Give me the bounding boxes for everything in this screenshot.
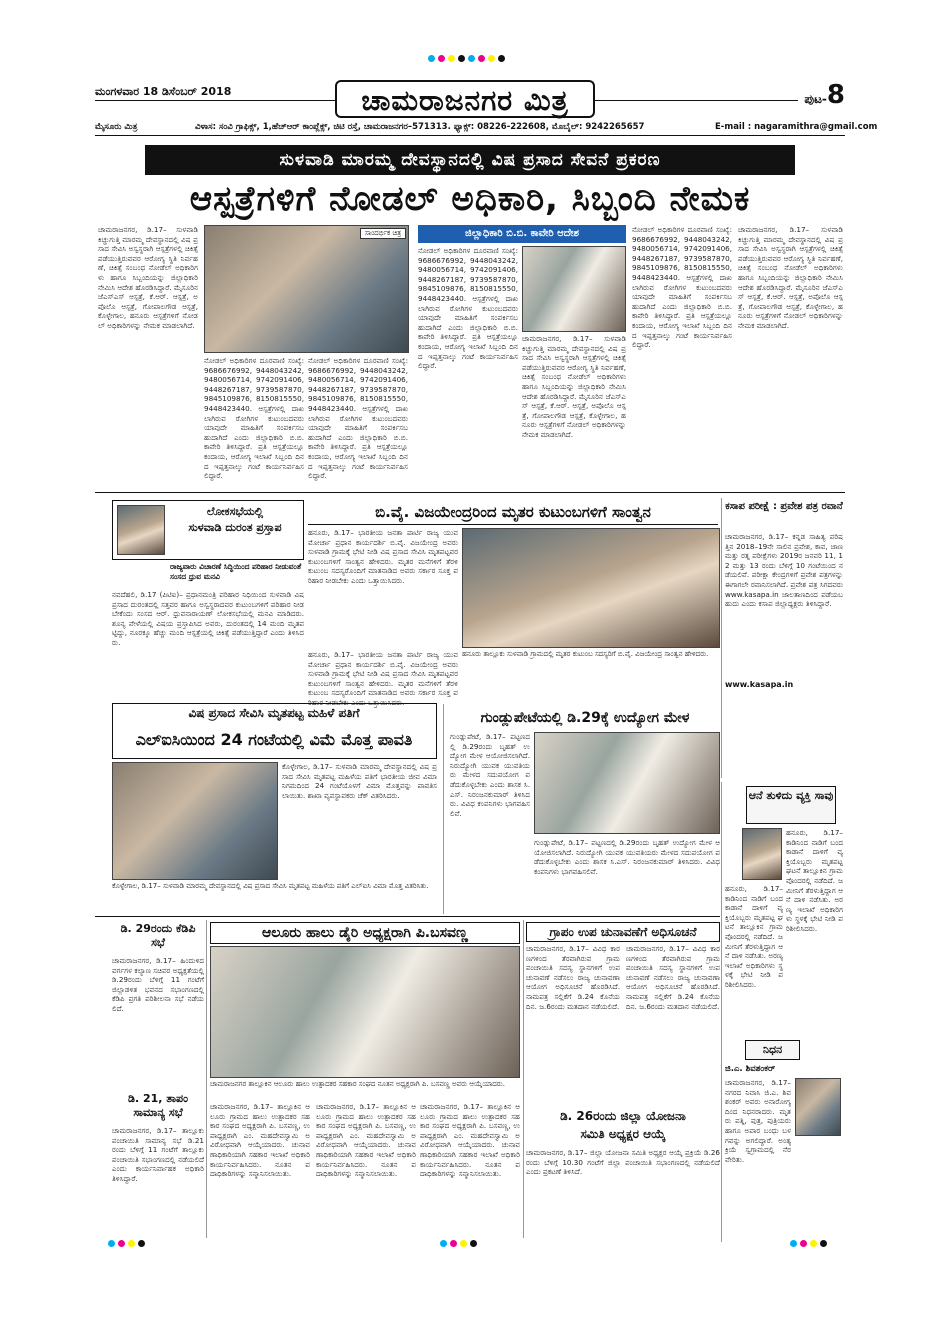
nidhana-photo: [795, 1078, 841, 1136]
kasapa-body: ಚಾಮರಾಜನಗರ, ಡಿ.17– ಕನ್ನಡ ಸಾಹಿತ್ಯ ಪರಿಷತ್ತಿನ 2018–19ನೇ ಸಾಲಿನ ಪ್ರವೇಶ, ಕಾವ, ಜಾಣ ಮತ್ತು ರತ್ನ ಪರೀಕ್ಷೆಗಳು 2019ರ ಜನವರಿ 11, 12 ಮತ್ತು 13 ರಂದು ಬೆಳಿಗ್ಗೆ 10 ಗಂಟೆಯಿಂದ ನಡೆಯಲಿವೆ. ಪರೀಕ್ಷಾ ಕೇಂದ್ರಗಳಿಗೆ ಪ್ರವೇಶ ಪತ್ರಗಳನ್ನು ಈಗಾಗಲೇ ರವಾನಿಸಲಾಗಿದೆ. ಪ್ರವೇಶ ಪತ್ರ ಸಿಗದವರು www.kasapa.in ಜಾಲತಾಣದಿಂದ ಪಡೆಯಬಹುದು ಎಂದು ಕಸಾಪ ಜಿಲ್ಲಾಧ್ಯಕ್ಷರು ತಿಳಿಸಿದ್ದಾರೆ.: [725, 532, 843, 609]
column-rule: [443, 704, 444, 914]
vima-body: ಕೊಳ್ಳೇಗಾಲ, ಡಿ.17– ಸುಳವಾಡಿ ಮಾರಮ್ಮ ದೇವಸ್ಥಾನದಲ್ಲಿ ವಿಷ ಪ್ರಸಾದ ಸೇವಿಸಿ ಮೃತಪಟ್ಟ ಮಹಿಳೆಯ ಪತಿಗೆ ಭಾರತೀಯ ಜೀವ ವಿಮಾ ನಿಗಮದಿಂದ 24 ಗಂಟೆಯೊಳಗೆ ವಿಮಾ ಮೊತ್ತವನ್ನು ಪಾವತಿಸಲಾಯಿತು. ಶಾಖಾ ವ್ಯವಸ್ಥಾಪಕರು ಚೆಕ್ ವಿತರಿಸಿದರು.: [282, 762, 437, 800]
yojana-body: ಚಾಮರಾಜನಗರ, ಡಿ.17– ಜಿಲ್ಲಾ ಯೋಜನಾ ಸಮಿತಿ ಅಧ್ಯಕ್ಷರ ಆಯ್ಕೆ ಪ್ರಕ್ರಿಯೆ ಡಿ.26ರಂದು ಬೆಳಿಗ್ಗೆ 10.30 ಗಂಟೆಗೆ ಜಿಲ್ಲಾ ಪಂಚಾಯಿತಿ ಸಭಾಂಗಣದಲ್ಲಿ ನಡೆಯಲಿದೆ ಎಂದು ಪ್ರಕಟಣೆ ತಿಳಿಸಿದೆ.: [526, 1148, 720, 1177]
mp-photo: [117, 505, 165, 555]
vima-box: [112, 703, 437, 759]
udyoga-body: ಗುಂಡ್ಲುಪೇಟೆ, ಡಿ.17– ಪಟ್ಟಣದಲ್ಲಿ ಡಿ.29ರಂದು ಬೃಹತ್ ಉದ್ಯೋಗ ಮೇಳ ಆಯೋಜಿಸಲಾಗಿದೆ. ನಿರುದ್ಯೋಗಿ ಯುವಕ ಯುವತಿಯರು ಮೇಳದ ಸದುಪಯೋಗ ಪಡೆದುಕೊಳ್ಳಬೇಕು ಎಂದು ಶಾಸಕ ಸಿ.ಎಸ್. ನಿರಂಜನಕುಮಾರ್ ತಿಳಿಸಿದರು. ವಿವಿಧ ಕಂಪನಿಗಳು ಭಾಗವಹಿಸಲಿವೆ.: [450, 732, 530, 818]
edition-label: ಮೈಸೂರು ಮಿತ್ರ: [95, 122, 138, 132]
cyan-mark: [428, 55, 435, 62]
vijayendra-body-2: ಹನೂರು, ಡಿ.17– ಭಾರತೀಯ ಜನತಾ ಪಾರ್ಟಿ ರಾಜ್ಯ ಯುವ ಮೋರ್ಚಾ ಪ್ರಧಾನ ಕಾರ್ಯದರ್ಶಿ ಬಿ.ವೈ. ವಿಜಯೇಂದ್ರ ಅವರು ಸುಳವಾಡಿ ಗ್ರಾಮಕ್ಕೆ ಭೇಟಿ ನೀಡಿ ವಿಷ ಪ್ರಸಾದ ಸೇವಿಸಿ ಮೃತಪಟ್ಟವರ ಕುಟುಂಬಗಳಿಗೆ ಸಾಂತ್ವನ ಹೇಳಿದರು. ಮೃತರ ಮನೆಗಳಿಗೆ ತೆರಳಿ ಕುಟುಂಬ ಸದಸ್ಯರೊಂದಿಗೆ ಮಾತನಾಡಿದ ಅವರು ಸರ್ಕಾರ ಸೂಕ್ತ ಪರಿಹಾರ ನೀಡಬೇಕು ಎಂದು ಒತ್ತಾಯಿಸಿದರು.: [308, 650, 458, 707]
cyan-mark: [468, 55, 475, 62]
collector-photo: [522, 246, 626, 332]
masthead-title: ಚಾಮರಾಜನಗರ ಮಿತ್ರ: [335, 80, 595, 118]
lead-photo: [204, 225, 409, 353]
aane-title: ಆನೆ ತುಳಿದು ವ್ಯಕ್ತಿ ಸಾವು: [746, 786, 836, 824]
aane-body: ಹನೂರು, ಡಿ.17– ಕಾಡಿನಿಂದ ನಾಡಿಗೆ ಬಂದ ಕಾಡಾನೆ ದಾಳಿಗೆ ವ್ಯಕ್ತಿಯೊಬ್ಬರು ಮೃತಪಟ್ಟ ಘಟನೆ ತಾಲ್ಲೂಕಿನ ಗ್ರಾಮವೊಂದರಲ್ಲಿ ನಡೆದಿದೆ. ಜಮೀನಿಗೆ ತೆರಳುತ್ತಿದ್ದಾಗ ಆನೆ ದಾಳಿ ನಡೆಸಿತು. ಅರಣ್ಯ ಇಲಾಖೆ ಅಧಿಕಾರಿಗಳು ಸ್ಥಳಕ್ಕೆ ಭೇಟಿ ನೀಡಿ ಪರಿಶೀಲಿಸಿದರು.: [786, 828, 843, 933]
kdp-body: ಚಾಮರಾಜನಗರ, ಡಿ.17– ಹಿಂದುಳಿದ ವರ್ಗಗಳ ಕಲ್ಯಾಣ ಸಚಿವರ ಅಧ್ಯಕ್ಷತೆಯಲ್ಲಿ ಡಿ.29ರಂದು ಬೆಳಿಗ್ಗೆ 11 ಗಂಟೆಗೆ ಜಿಲ್ಲಾಡಳಿತ ಭವನದ ಸಭಾಂಗಣದಲ್ಲಿ ಕೆಡಿಪಿ ಪ್ರಗತಿ ಪರಿಶೀಲನಾ ಸಭೆ ನಡೆಯಲಿದೆ.: [112, 956, 204, 1013]
masthead: [95, 80, 845, 120]
udyoga-photo: [534, 732, 720, 834]
dairy-body-1: ಚಾಮರಾಜನಗರ, ಡಿ.17– ತಾಲ್ಲೂಕಿನ ಆಲೂರು ಗ್ರಾಮದ ಹಾಲು ಉತ್ಪಾದಕರ ಸಹಕಾರ ಸಂಘದ ಅಧ್ಯಕ್ಷರಾಗಿ ಪಿ. ಬಸವಣ್ಣ, ಉಪಾಧ್ಯಕ್ಷರಾಗಿ ಎಂ. ಮಹದೇವಸ್ವಾಮಿ ಅವಿರೋಧವಾಗಿ ಆಯ್ಕೆಯಾದರು. ಚುನಾವಣಾಧಿಕಾರಿಯಾಗಿ ಸಹಕಾರ ಇಲಾಖೆ ಅಧಿಕಾರಿ ಕಾರ್ಯನಿರ್ವಹಿಸಿದರು. ನೂತನ ಪದಾಧಿಕಾರಿಗಳನ್ನು ಸನ್ಮಾನಿಸಲಾಯಿತು.: [210, 1102, 310, 1179]
nidhana-body: ಚಾಮರಾಜನಗರ, ಡಿ.17– ನಗರದ ನಿವಾಸಿ ಜಿ.ಎ. ಶಿವಶಂಕರ್ ಅವರು ಅನಾರೋಗ್ಯದಿಂದ ನಿಧನರಾದರು. ಮೃತರು ಪತ್ನಿ, ಪುತ್ರ, ಪುತ್ರಿಯರು ಹಾಗೂ ಅಪಾರ ಬಂಧು ಬಳಗವನ್ನು ಅಗಲಿದ್ದಾರೆ. ಅಂತ್ಯಕ್ರಿಯೆ ಸ್ವಗ್ರಾಮದಲ್ಲಿ ನೆರವೇರಿತು.: [725, 1078, 791, 1164]
loksabha-box: [112, 500, 304, 560]
vima-headline-2: ಎಲ್‌ಐಸಿಯಿಂದ 24 ಗಂಟೆಯಲ್ಲಿ ವಿಮೆ ಮೊತ್ತ ಪಾವತಿ: [135, 730, 413, 749]
loksabha-title-2: ಸುಳವಾಡಿ ದುರಂತ ಪ್ರಸ್ತಾಪ: [188, 521, 282, 534]
cyan-mark: [108, 1240, 115, 1247]
yellow-mark: [810, 1240, 817, 1247]
black-mark: [498, 55, 505, 62]
dairy-body-3: ಚಾಮರಾಜನಗರ, ಡಿ.17– ತಾಲ್ಲೂಕಿನ ಆಲೂರು ಗ್ರಾಮದ ಹಾಲು ಉತ್ಪಾದಕರ ಸಹಕಾರ ಸಂಘದ ಅಧ್ಯಕ್ಷರಾಗಿ ಪಿ. ಬಸವಣ್ಣ, ಉಪಾಧ್ಯಕ್ಷರಾಗಿ ಎಂ. ಮಹದೇವಸ್ವಾಮಿ ಅವಿರೋಧವಾಗಿ ಆಯ್ಕೆಯಾದರು. ಚುನಾವಣಾಧಿಕಾರಿಯಾಗಿ ಸಹಕಾರ ಇಲಾಖೆ ಅಧಿಕಾರಿ ಕಾರ್ಯನಿರ್ವಹಿಸಿದರು. ನೂತನ ಪದಾಧಿಕಾರಿಗಳನ್ನು ಸನ್ಮಾನಿಸಲಾಯಿತು.: [420, 1102, 520, 1179]
lead-kicker: ಸುಳವಾಡಿ ಮಾರಮ್ಮ ದೇವಸ್ಥಾನದಲ್ಲಿ ವಿಷ ಪ್ರಸಾದ ಸೇವನೆ ಪ್ರಕರಣ: [145, 145, 795, 175]
nidhana-title: ನಿಧನ: [745, 1040, 800, 1060]
lead-body-col7: ಚಾಮರಾಜನಗರ, ಡಿ.17– ಸುಳವಾಡಿ ಕಿಚ್ಚುಗುತ್ತಿ ಮಾರಮ್ಮ ದೇವಸ್ಥಾನದಲ್ಲಿ ವಿಷ ಪ್ರಸಾದ ಸೇವಿಸಿ ಅಸ್ವಸ್ಥರಾಗಿ ಆಸ್ಪತ್ರೆಗಳಲ್ಲಿ ಚಿಕಿತ್ಸೆ ಪಡೆಯುತ್ತಿರುವವರ ಆರೋಗ್ಯ ಸ್ಥಿತಿ ನಿರ್ವಹಣೆ, ಚಿಕಿತ್ಸೆ ಸಂಬಂಧ ನೋಡೆಲ್ ಅಧಿಕಾರಿಗಳು ಹಾಗೂ ಸಿಬ್ಬಂದಿಯನ್ನು ಜಿಲ್ಲಾಧಿಕಾರಿ ನೇಮಿಸಿ ಆದೇಶ ಹೊರಡಿಸಿದ್ದಾರೆ. ಮೈಸೂರಿನ ಜೆಎಸ್‌ಎಸ್ ಆಸ್ಪತ್ರೆ, ಕೆ.ಆರ್. ಆಸ್ಪತ್ರೆ, ಅಪೊಲೊ ಆಸ್ಪತ್ರೆ, ಗೋಪಾಲಗೌಡ ಆಸ್ಪತ್ರೆ, ಕೊಳ್ಳೇಗಾಲ, ಹನೂರು ಆಸ್ಪತ್ರೆಗಳಿಗೆ ನೋಡಲ್ ಅಧಿಕಾರಿಗಳನ್ನು ನೇಮಕ ಮಾಡಲಾಗಿದೆ.: [738, 225, 843, 330]
email-line: E-mail : nagaramithra@gmail.com: [715, 122, 878, 132]
yellow-mark: [488, 55, 495, 62]
yellow-mark: [448, 55, 455, 62]
column-rule: [721, 782, 722, 1242]
vima-photo: [112, 762, 278, 880]
magenta-mark: [118, 1240, 125, 1247]
kasapa-title: ಕಸಾಪ ಪರೀಕ್ಷೆ : ಪ್ರವೇಶ ಪತ್ರ ರವಾನೆ: [725, 501, 843, 512]
info-bar: [95, 122, 878, 136]
vijayendra-photo: [462, 528, 720, 648]
kasapa-link[interactable]: www.kasapa.in: [725, 680, 843, 689]
page-number-label: [798, 80, 845, 110]
cyan-mark: [790, 1240, 797, 1247]
loksabha-body: ನವದೆಹಲಿ, ಡಿ.17 (ಪಿಟಿಐ)– ಪ್ರಧಾನಮಂತ್ರಿ ಪರಿಹಾರ ನಿಧಿಯಿಂದ ಸುಳವಾಡಿ ವಿಷ ಪ್ರಸಾದ ದುರಂತದಲ್ಲಿ ಸತ್ತವರ ಹಾಗೂ ಅಸ್ವಸ್ಥರಾದವರ ಕುಟುಂಬಗಳಿಗೆ ಪರಿಹಾರ ನೀಡಬೇಕೆಂದು ಸಂಸದ ಆರ್. ಧ್ರುವನಾರಾಯಣ್ ಲೋಕಸಭೆಯಲ್ಲಿ ಮನವಿ ಮಾಡಿದರು. ಶೂನ್ಯ ವೇಳೆಯಲ್ಲಿ ವಿಷಯ ಪ್ರಸ್ತಾಪಿಸಿದ ಅವರು, ದುರಂತದಲ್ಲಿ 14 ಮಂದಿ ಮೃತಪಟ್ಟಿದ್ದು, ನೂರಕ್ಕೂ ಹೆಚ್ಚು ಮಂದಿ ಆಸ್ಪತ್ರೆಯಲ್ಲಿ ಚಿಕಿತ್ಸೆ ಪಡೆಯುತ್ತಿದ್ದಾರೆ ಎಂದು ತಿಳಿಸಿದರು.: [112, 590, 304, 647]
grampam-body-1: ಚಾಮರಾಜನಗರ, ಡಿ.17– ವಿವಿಧ ಕಾರಣಗಳಿಂದ ತೆರವಾಗಿರುವ ಗ್ರಾಮ ಪಂಚಾಯಿತಿ ಸದಸ್ಯ ಸ್ಥಾನಗಳಿಗೆ ಉಪ ಚುನಾವಣೆ ನಡೆಸಲು ರಾಜ್ಯ ಚುನಾವಣಾ ಆಯೋಗ ಅಧಿಸೂಚನೆ ಹೊರಡಿಸಿದೆ. ನಾಮಪತ್ರ ಸಲ್ಲಿಕೆಗೆ ಡಿ.24 ಕೊನೆಯ ದಿನ. ಜ.6ರಂದು ಮತದಾನ ನಡೆಯಲಿದೆ.: [526, 944, 620, 1011]
page-label: ಪುಟ-: [804, 92, 827, 106]
divider: [95, 916, 720, 917]
masthead-date: ಮಂಗಳವಾರ 18 ಡಿಸೆಂಬರ್ 2018: [95, 85, 237, 99]
yojana-headline-2: ಸಮಿತಿ ಅಧ್ಯಕ್ಷರ ಆಯ್ಕೆ: [580, 1127, 666, 1141]
magenta-mark: [800, 1240, 807, 1247]
black-mark: [458, 55, 465, 62]
tapam-headline: ಡಿ. 21, ತಾಪಂ ಸಾಮಾನ್ಯ ಸಭೆ: [128, 1092, 188, 1119]
udyoga-body-2: ಗುಂಡ್ಲುಪೇಟೆ, ಡಿ.17– ಪಟ್ಟಣದಲ್ಲಿ ಡಿ.29ರಂದು ಬೃಹತ್ ಉದ್ಯೋಗ ಮೇಳ ಆಯೋಜಿಸಲಾಗಿದೆ. ನಿರುದ್ಯೋಗಿ ಯುವಕ ಯುವತಿಯರು ಮೇಳದ ಸದುಪಯೋಗ ಪಡೆದುಕೊಳ್ಳಬೇಕು ಎಂದು ಶಾಸಕ ಸಿ.ಎಸ್. ನಿರಂಜನಕುಮಾರ್ ತಿಳಿಸಿದರು. ವಿವಿಧ ಕಂಪನಿಗಳು ಭಾಗವಹಿಸಲಿವೆ.: [534, 838, 720, 876]
lead-body-col2: ನೋಡಲ್ ಅಧಿಕಾರಿಗಳ ದೂರವಾಣಿ ಸಂಖ್ಯೆ: 9686676992, 9448043242, 9480056714, 9742091406, 9448267187, 9739587870, 9845109876, 8150815550, 9448423440. ಆಸ್ಪತ್ರೆಗಳಲ್ಲಿ ದಾಖಲಾಗಿರುವ ರೋಗಿಗಳ ಕುಟುಂಬದವರು ಯಾವುದೇ ಮಾಹಿತಿಗೆ ಸಂಪರ್ಕಿಸಬಹುದಾಗಿದೆ ಎಂದು ಜಿಲ್ಲಾಧಿಕಾರಿ ಬಿ.ಬಿ. ಕಾವೇರಿ ತಿಳಿಸಿದ್ದಾರೆ. ಪ್ರತಿ ಆಸ್ಪತ್ರೆಯಲ್ಲೂ ಕಂದಾಯ, ಆರೋಗ್ಯ ಇಲಾಖೆ ಸಿಬ್ಬಂದಿ ದಿನದ ಇಪ್ಪತ್ತನಾಲ್ಕು ಗಂಟೆ ಕಾರ್ಯನಿರ್ವಹಿಸಲಿದ್ದಾರೆ.: [204, 356, 304, 481]
nidhana-name: ಜಿ.ಎ. ಶಿವಶಂಕರ್: [725, 1064, 776, 1074]
bottom-register-marks-center: [440, 1240, 477, 1247]
kdp-headline: ಡಿ. 29ರಂದು ಕೆಡಿಪಿ ಸಭೆ: [120, 922, 196, 949]
magenta-mark: [478, 55, 485, 62]
lead-subhead: ಜಿಲ್ಲಾಧಿಕಾರಿ ಬಿ.ಬಿ. ಕಾವೇರಿ ಆದೇಶ: [418, 225, 626, 243]
lead-headline: ಆಸ್ಪತ್ರೆಗಳಿಗೆ ನೋಡಲ್ ಅಧಿಕಾರಿ, ಸಿಬ್ಬಂದಿ ನೇಮಕ: [189, 179, 751, 219]
loksabha-title-1: ಲೋಕಸಭೆಯಲ್ಲಿ: [206, 505, 264, 518]
grampam-headline: ಗ್ರಾಪಂ ಉಪ ಚುನಾವಣೆಗೆ ಅಧಿಸೂಚನೆ: [526, 922, 720, 942]
magenta-mark: [438, 55, 445, 62]
tapam-body: ಚಾಮರಾಜನಗರ, ಡಿ.17– ತಾಲ್ಲೂಕು ಪಂಚಾಯಿತಿ ಸಾಮಾನ್ಯ ಸಭೆ ಡಿ.21ರಂದು ಬೆಳಿಗ್ಗೆ 11 ಗಂಟೆಗೆ ತಾಲ್ಲೂಕು ಪಂಚಾಯಿತಿ ಸಭಾಂಗಣದಲ್ಲಿ ನಡೆಯಲಿದೆ ಎಂದು ಕಾರ್ಯನಿರ್ವಾಹಕ ಅಧಿಕಾರಿ ತಿಳಿಸಿದ್ದಾರೆ.: [112, 1126, 204, 1183]
vima-caption: ಕೊಳ್ಳೇಗಾಲ, ಡಿ.17– ಸುಳವಾಡಿ ಮಾರಮ್ಮ ದೇವಸ್ಥಾನದಲ್ಲಿ ವಿಷ ಪ್ರಸಾದ ಸೇವಿಸಿ ಮೃತಪಟ್ಟ ಮಹಿಳೆಯ ಪತಿಗೆ ಎಲ್‌ಐಸಿ ವಿಮಾ ಮೊತ್ತ ವಿತರಿಸಿತು.: [112, 882, 429, 890]
bottom-register-marks-left: [108, 1240, 145, 1247]
udyoga-headline: ಗುಂಡ್ಲುಪೇಟೆಯಲ್ಲಿ ಡಿ.29ಕ್ಕೆ ಉದ್ಯೋಗ ಮೇಳ: [480, 710, 690, 726]
yellow-mark: [460, 1240, 467, 1247]
column-rule: [721, 498, 722, 778]
lead-body-col6: ನೋಡಲ್ ಅಧಿಕಾರಿಗಳ ದೂರವಾಣಿ ಸಂಖ್ಯೆ: 9686676992, 9448043242, 9480056714, 9742091406, 9448267187, 9739587870, 9845109876, 8150815550, 9448423440. ಆಸ್ಪತ್ರೆಗಳಲ್ಲಿ ದಾಖಲಾಗಿರುವ ರೋಗಿಗಳ ಕುಟುಂಬದವರು ಯಾವುದೇ ಮಾಹಿತಿಗೆ ಸಂಪರ್ಕಿಸಬಹುದಾಗಿದೆ ಎಂದು ಜಿಲ್ಲಾಧಿಕಾರಿ ಬಿ.ಬಿ. ಕಾವೇರಿ ತಿಳಿಸಿದ್ದಾರೆ. ಪ್ರತಿ ಆಸ್ಪತ್ರೆಯಲ್ಲೂ ಕಂದಾಯ, ಆರೋಗ್ಯ ಇಲಾಖೆ ಸಿಬ್ಬಂದಿ ದಿನದ ಇಪ್ಪತ್ತನಾಲ್ಕು ಗಂಟೆ ಕಾರ್ಯನಿರ್ವಹಿಸಲಿದ್ದಾರೆ.: [632, 225, 732, 350]
magenta-mark: [450, 1240, 457, 1247]
dairy-caption: ಚಾಮರಾಜನಗರ ತಾಲ್ಲೂಕಿನ ಆಲೂರು ಹಾಲು ಉತ್ಪಾದಕರ ಸಹಕಾರ ಸಂಘದ ನೂತನ ಅಧ್ಯಕ್ಷರಾಗಿ ಪಿ. ಬಸವಣ್ಣ ಅವರು ಆಯ್ಕೆಯಾದರು.: [210, 1080, 505, 1088]
vima-headline-1: ವಿಷ ಪ್ರಸಾದ ಸೇವಿಸಿ ಮೃತಪಟ್ಟ ಮಹಿಳೆ ಪತಿಗೆ: [188, 706, 360, 720]
lead-body-col1: ಚಾಮರಾಜನಗರ, ಡಿ.17– ಸುಳವಾಡಿ ಕಿಚ್ಚುಗುತ್ತಿ ಮಾರಮ್ಮ ದೇವಸ್ಥಾನದಲ್ಲಿ ವಿಷ ಪ್ರಸಾದ ಸೇವಿಸಿ ಅಸ್ವಸ್ಥರಾಗಿ ಆಸ್ಪತ್ರೆಗಳಲ್ಲಿ ಚಿಕಿತ್ಸೆ ಪಡೆಯುತ್ತಿರುವವರ ಆರೋಗ್ಯ ಸ್ಥಿತಿ ನಿರ್ವಹಣೆ, ಚಿಕಿತ್ಸೆ ಸಂಬಂಧ ನೋಡೆಲ್ ಅಧಿಕಾರಿಗಳು ಹಾಗೂ ಸಿಬ್ಬಂದಿಯನ್ನು ಜಿಲ್ಲಾಧಿಕಾರಿ ನೇಮಿಸಿ ಆದೇಶ ಹೊರಡಿಸಿದ್ದಾರೆ. ಮೈಸೂರಿನ ಜೆಎಸ್‌ಎಸ್ ಆಸ್ಪತ್ರೆ, ಕೆ.ಆರ್. ಆಸ್ಪತ್ರೆ, ಅಪೊಲೊ ಆಸ್ಪತ್ರೆ, ಗೋಪಾಲಗೌಡ ಆಸ್ಪತ್ರೆ, ಕೊಳ್ಳೇಗಾಲ, ಹನೂರು ಆಸ್ಪತ್ರೆಗಳಿಗೆ ನೋಡಲ್ ಅಧಿಕಾರಿಗಳನ್ನು ನೇಮಕ ಮಾಡಲಾಗಿದೆ.: [98, 225, 198, 330]
yojana-headline-1: ಡಿ. 26ರಂದು ಜಿಲ್ಲಾ ಯೋಜನಾ: [560, 1109, 686, 1123]
lead-body-col4: ನೋಡಲ್ ಅಧಿಕಾರಿಗಳ ದೂರವಾಣಿ ಸಂಖ್ಯೆ: 9686676992, 9448043242, 9480056714, 9742091406, 9448267187, 9739587870, 9845109876, 8150815550, 9448423440. ಆಸ್ಪತ್ರೆಗಳಲ್ಲಿ ದಾಖಲಾಗಿರುವ ರೋಗಿಗಳ ಕುಟುಂಬದವರು ಯಾವುದೇ ಮಾಹಿತಿಗೆ ಸಂಪರ್ಕಿಸಬಹುದಾಗಿದೆ ಎಂದು ಜಿಲ್ಲಾಧಿಕಾರಿ ಬಿ.ಬಿ. ಕಾವೇರಿ ತಿಳಿಸಿದ್ದಾರೆ. ಪ್ರತಿ ಆಸ್ಪತ್ರೆಯಲ್ಲೂ ಕಂದಾಯ, ಆರೋಗ್ಯ ಇಲಾಖೆ ಸಿಬ್ಬಂದಿ ದಿನದ ಇಪ್ಪತ್ತನಾಲ್ಕು ಗಂಟೆ ಕಾರ್ಯನಿರ್ವಹಿಸಲಿದ್ದಾರೆ.: [418, 246, 518, 371]
photo-label: ಸಾಂದರ್ಭಿಕ ಚಿತ್ರ: [360, 228, 406, 239]
lead-body-col3: ನೋಡಲ್ ಅಧಿಕಾರಿಗಳ ದೂರವಾಣಿ ಸಂಖ್ಯೆ: 9686676992, 9448043242, 9480056714, 9742091406, 9448267187, 9739587870, 9845109876, 8150815550, 9448423440. ಆಸ್ಪತ್ರೆಗಳಲ್ಲಿ ದಾಖಲಾಗಿರುವ ರೋಗಿಗಳ ಕುಟುಂಬದವರು ಯಾವುದೇ ಮಾಹಿತಿಗೆ ಸಂಪರ್ಕಿಸಬಹುದಾಗಿದೆ ಎಂದು ಜಿಲ್ಲಾಧಿಕಾರಿ ಬಿ.ಬಿ. ಕಾವೇರಿ ತಿಳಿಸಿದ್ದಾರೆ. ಪ್ರತಿ ಆಸ್ಪತ್ರೆಯಲ್ಲೂ ಕಂದಾಯ, ಆರೋಗ್ಯ ಇಲಾಖೆ ಸಿಬ್ಬಂದಿ ದಿನದ ಇಪ್ಪತ್ತನಾಲ್ಕು ಗಂಟೆ ಕಾರ್ಯನಿರ್ವಹಿಸಲಿದ್ದಾರೆ.: [308, 356, 408, 481]
grampam-body-2: ಚಾಮರಾಜನಗರ, ಡಿ.17– ವಿವಿಧ ಕಾರಣಗಳಿಂದ ತೆರವಾಗಿರುವ ಗ್ರಾಮ ಪಂಚಾಯಿತಿ ಸದಸ್ಯ ಸ್ಥಾನಗಳಿಗೆ ಉಪ ಚುನಾವಣೆ ನಡೆಸಲು ರಾಜ್ಯ ಚುನಾವಣಾ ಆಯೋಗ ಅಧಿಸೂಚನೆ ಹೊರಡಿಸಿದೆ. ನಾಮಪತ್ರ ಸಲ್ಲಿಕೆಗೆ ಡಿ.24 ಕೊನೆಯ ದಿನ. ಜ.6ರಂದು ಮತದಾನ ನಡೆಯಲಿದೆ.: [626, 944, 720, 1011]
top-register-marks: [428, 55, 505, 62]
lead-body-col5: ಚಾಮರಾಜನಗರ, ಡಿ.17– ಸುಳವಾಡಿ ಕಿಚ್ಚುಗುತ್ತಿ ಮಾರಮ್ಮ ದೇವಸ್ಥಾನದಲ್ಲಿ ವಿಷ ಪ್ರಸಾದ ಸೇವಿಸಿ ಅಸ್ವಸ್ಥರಾಗಿ ಆಸ್ಪತ್ರೆಗಳಲ್ಲಿ ಚಿಕಿತ್ಸೆ ಪಡೆಯುತ್ತಿರುವವರ ಆರೋಗ್ಯ ಸ್ಥಿತಿ ನಿರ್ವಹಣೆ, ಚಿಕಿತ್ಸೆ ಸಂಬಂಧ ನೋಡೆಲ್ ಅಧಿಕಾರಿಗಳು ಹಾಗೂ ಸಿಬ್ಬಂದಿಯನ್ನು ಜಿಲ್ಲಾಧಿಕಾರಿ ನೇಮಿಸಿ ಆದೇಶ ಹೊರಡಿಸಿದ್ದಾರೆ. ಮೈಸೂರಿನ ಜೆಎಸ್‌ಎಸ್ ಆಸ್ಪತ್ರೆ, ಕೆ.ಆರ್. ಆಸ್ಪತ್ರೆ, ಅಪೊಲೊ ಆಸ್ಪತ್ರೆ, ಗೋಪಾಲಗೌಡ ಆಸ್ಪತ್ರೆ, ಕೊಳ್ಳೇಗಾಲ, ಹನೂರು ಆಸ್ಪತ್ರೆಗಳಿಗೆ ನೋಡಲ್ ಅಧಿಕಾರಿಗಳನ್ನು ನೇಮಕ ಮಾಡಲಾಗಿದೆ.: [522, 334, 626, 439]
dairy-headline: ಆಲೂರು ಹಾಲು ಡೈರಿ ಅಧ್ಯಕ್ಷರಾಗಿ ಪಿ.ಬಸವಣ್ಣ: [210, 922, 520, 944]
black-mark: [138, 1240, 145, 1247]
vijayendra-headline: ಬಿ.ವೈ. ವಿಜಯೇಂದ್ರರಿಂದ ಮೃತರ ಕುಟುಂಬಗಳಿಗೆ ಸಾಂತ್ವನ: [308, 500, 718, 525]
black-mark: [820, 1240, 827, 1247]
cyan-mark: [440, 1240, 447, 1247]
dairy-body-2: ಚಾಮರಾಜನಗರ, ಡಿ.17– ತಾಲ್ಲೂಕಿನ ಆಲೂರು ಗ್ರಾಮದ ಹಾಲು ಉತ್ಪಾದಕರ ಸಹಕಾರ ಸಂಘದ ಅಧ್ಯಕ್ಷರಾಗಿ ಪಿ. ಬಸವಣ್ಣ, ಉಪಾಧ್ಯಕ್ಷರಾಗಿ ಎಂ. ಮಹದೇವಸ್ವಾಮಿ ಅವಿರೋಧವಾಗಿ ಆಯ್ಕೆಯಾದರು. ಚುನಾವಣಾಧಿಕಾರಿಯಾಗಿ ಸಹಕಾರ ಇಲಾಖೆ ಅಧಿಕಾರಿ ಕಾರ್ಯನಿರ್ವಹಿಸಿದರು. ನೂತನ ಪದಾಧಿಕಾರಿಗಳನ್ನು ಸನ್ಮಾನಿಸಲಾಯಿತು.: [316, 1102, 416, 1179]
dairy-photo: [210, 946, 520, 1078]
bottom-register-marks-right: [790, 1240, 827, 1247]
column-rule: [206, 920, 207, 1238]
black-mark: [470, 1240, 477, 1247]
divider: [95, 492, 845, 493]
yellow-mark: [128, 1240, 135, 1247]
loksabha-subtitle: ರಾಜ್ಯವಾರು ವಿಚಾರಣೆ ಸಿದ್ಧಿಯಿಂದ ಪರಿಹಾರ ನೀಡುವಂತೆ ಸಂಸದ ಧ್ರುವ ಮನವಿ: [170, 562, 302, 581]
vijayendra-body: ಹನೂರು, ಡಿ.17– ಭಾರತೀಯ ಜನತಾ ಪಾರ್ಟಿ ರಾಜ್ಯ ಯುವ ಮೋರ್ಚಾ ಪ್ರಧಾನ ಕಾರ್ಯದರ್ಶಿ ಬಿ.ವೈ. ವಿಜಯೇಂದ್ರ ಅವರು ಸುಳವಾಡಿ ಗ್ರಾಮಕ್ಕೆ ಭೇಟಿ ನೀಡಿ ವಿಷ ಪ್ರಸಾದ ಸೇವಿಸಿ ಮೃತಪಟ್ಟವರ ಕುಟುಂಬಗಳಿಗೆ ಸಾಂತ್ವನ ಹೇಳಿದರು. ಮೃತರ ಮನೆಗಳಿಗೆ ತೆರಳಿ ಕುಟುಂಬ ಸದಸ್ಯರೊಂದಿಗೆ ಮಾತನಾಡಿದ ಅವರು ಸರ್ಕಾರ ಸೂಕ್ತ ಪರಿಹಾರ ನೀಡಬೇಕು ಎಂದು ಒತ್ತಾಯಿಸಿದರು.: [308, 528, 458, 585]
vijayendra-caption: ಹನೂರು ತಾಲ್ಲೂಕು ಸುಳವಾಡಿ ಗ್ರಾಮದಲ್ಲಿ ಮೃತರ ಕುಟುಂಬ ಸದಸ್ಯರಿಗೆ ಬಿ.ವೈ. ವಿಜಯೇಂದ್ರ ಸಾಂತ್ವನ ಹೇಳಿದರು.: [462, 650, 709, 658]
aane-body-2: ಹನೂರು, ಡಿ.17– ಕಾಡಿನಿಂದ ನಾಡಿಗೆ ಬಂದ ಕಾಡಾನೆ ದಾಳಿಗೆ ವ್ಯಕ್ತಿಯೊಬ್ಬರು ಮೃತಪಟ್ಟ ಘಟನೆ ತಾಲ್ಲೂಕಿನ ಗ್ರಾಮವೊಂದರಲ್ಲಿ ನಡೆದಿದೆ. ಜಮೀನಿಗೆ ತೆರಳುತ್ತಿದ್ದಾಗ ಆನೆ ದಾಳಿ ನಡೆಸಿತು. ಅರಣ್ಯ ಇಲಾಖೆ ಅಧಿಕಾರಿಗಳು ಸ್ಥಳಕ್ಕೆ ಭೇಟಿ ನೀಡಿ ಪರಿಶೀಲಿಸಿದರು.: [725, 884, 783, 989]
column-rule: [523, 920, 524, 1238]
aane-photo: [742, 828, 782, 880]
page-number: 8: [826, 80, 845, 110]
address-line: ವಿಳಾಸ: ಸಂವಿ ಗ್ರಾಫಿಕ್ಸ್, 1,ಹೆಚ್‌ಆರ್ ಕಾಂಪ್ಲೆಕ್ಸ್, ಚಿಟಿ ರಸ್ತೆ, ಚಾಮರಾಜನಗರ–571313. ಫ್ಯಾಕ್ಸ್: 08226-222608, ಮೊಬೈಲ್: 9242265657: [195, 122, 645, 132]
